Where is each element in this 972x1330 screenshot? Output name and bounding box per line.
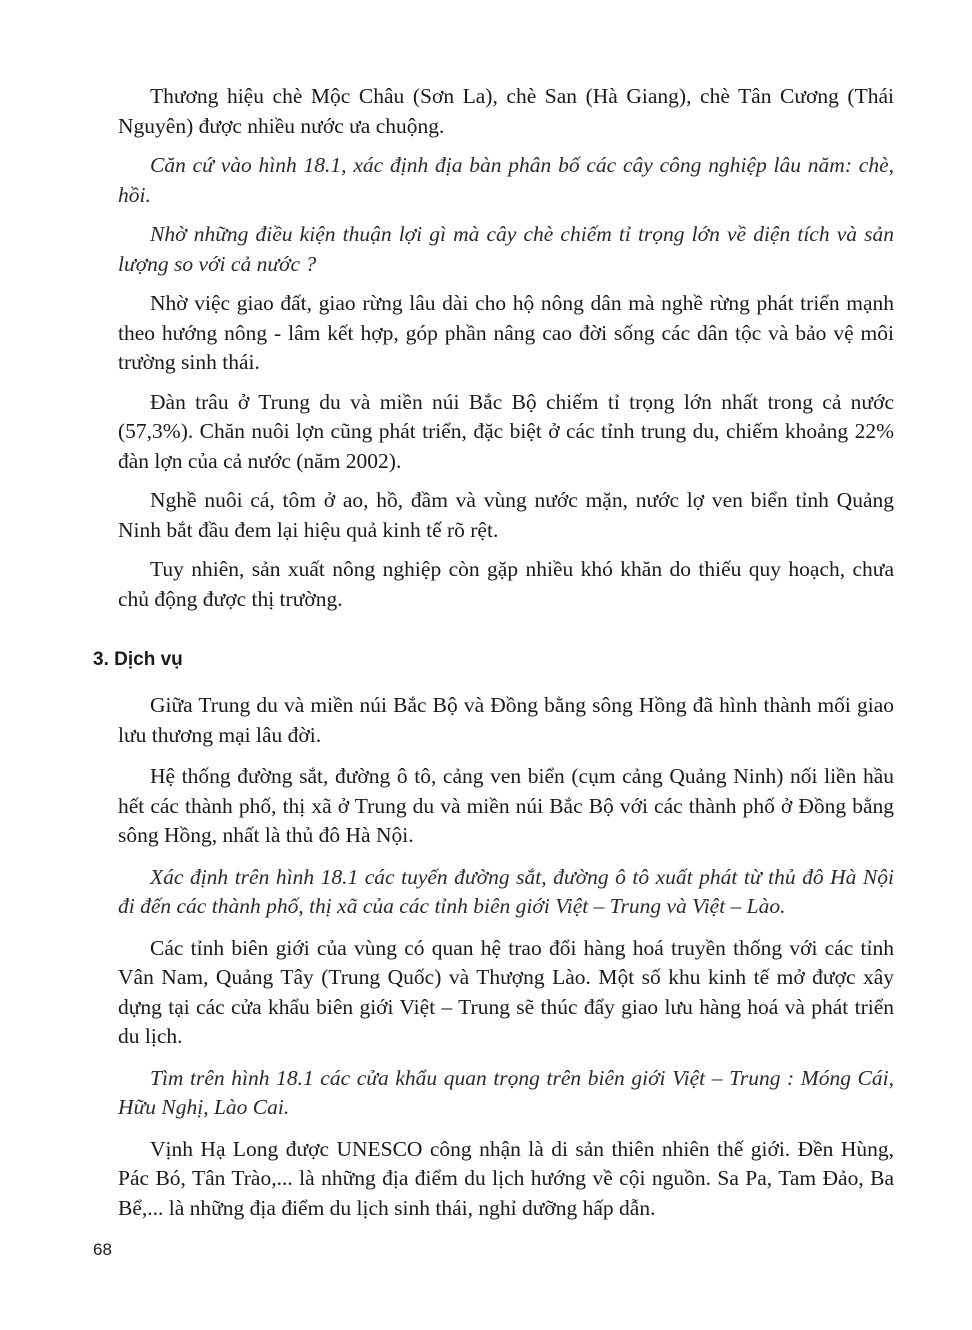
paragraph-agriculture-difficulties: Tuy nhiên, sản xuất nông nghiệp còn gặp nhiều khó khăn do thiếu quy hoạch, chưa chủ động được thị trường. [118,557,894,611]
question-border-gates: Tìm trên hình 18.1 các cửa khẩu quan trọng trên biên giới Việt – Trung : Móng Cái, Hữu Nghị, Lào Cai. [118,1065,894,1119]
paragraph-border-trade: Các tỉnh biên giới của vùng có quan hệ trao đổi hàng hoá truyền thống với các tỉnh Vân Nam, Quảng Tây (Trung Quốc) và Thượng Lào. Một số khu kinh tế mở được xây dựng tại các cửa khẩu biên giới Việt – Trung sẽ thúc đẩy giao lưu hàng hoá và phát triển du lịch. [118,935,894,1048]
paragraph-forestry: Nhờ việc giao đất, giao rừng lâu dài cho hộ nông dân mà nghề rừng phát triển mạnh theo hướng nông - lâm kết hợp, góp phần nâng cao đời sống các dân tộc và bảo vệ môi trường sinh thái. [118,291,894,374]
question-tea-conditions: Nhờ những điều kiện thuận lợi gì mà cây chè chiếm tỉ trọng lớn về diện tích và sản lượng so với cả nước ? [118,222,894,276]
page-number: 68 [93,1240,112,1259]
paragraph-trade-relations: Giữa Trung du và miền núi Bắc Bộ và Đồng bằng sông Hồng đã hình thành mối giao lưu thương mại lâu đời. [118,693,894,747]
question-transport-routes: Xác định trên hình 18.1 các tuyến đường sắt, đường ô tô xuất phát từ thủ đô Hà Nội đi đến các thành phố, thị xã của các tỉnh biên giới Việt – Trung và Việt – Lào. [118,864,894,918]
paragraph-transport-network: Hệ thống đường sắt, đường ô tô, cảng ven biển (cụm cảng Quảng Ninh) nối liền hầu hết các thành phố, thị xã ở Trung du và miền núi Bắc Bộ với các thành phố ở Đồng bằng sông Hồng, nhất là thủ đô Hà Nội. [118,764,894,847]
question-tea-distribution: Căn cứ vào hình 18.1, xác định địa bàn phân bố các cây công nghiệp lâu năm: chè, hồi. [118,153,894,207]
textbook-page [93,82,894,1223]
paragraph-livestock: Đàn trâu ở Trung du và miền núi Bắc Bộ chiếm tỉ trọng lớn nhất trong cả nước (57,3%). Chăn nuôi lợn cũng phát triển, đặc biệt ở các tỉnh trung du, chiếm khoảng 22% đàn lợn của cả nước (năm 2002). [118,389,894,473]
paragraph-aquaculture: Nghề nuôi cá, tôm ở ao, hồ, đầm và vùng nước mặn, nước lợ ven biển tỉnh Quảng Ninh bắt đầu đem lại hiệu quả kinh tế rõ rệt. [118,488,894,542]
paragraph-tea-brands: Thương hiệu chè Mộc Châu (Sơn La), chè San (Hà Giang), chè Tân Cương (Thái Nguyên) được nhiều nước ưa chuộng. [118,84,894,138]
paragraph-tourism: Vịnh Hạ Long được UNESCO công nhận là di sản thiên nhiên thế giới. Đền Hùng, Pác Bó, Tân Trào,... là những địa điểm du lịch hướng về cội nguồn. Sa Pa, Tam Đảo, Ba Bể,... là những địa điểm du lịch sinh thái, nghỉ dưỡng hấp dẫn. [118,1136,894,1220]
section-heading-services: 3. Dịch vụ [93,649,183,670]
